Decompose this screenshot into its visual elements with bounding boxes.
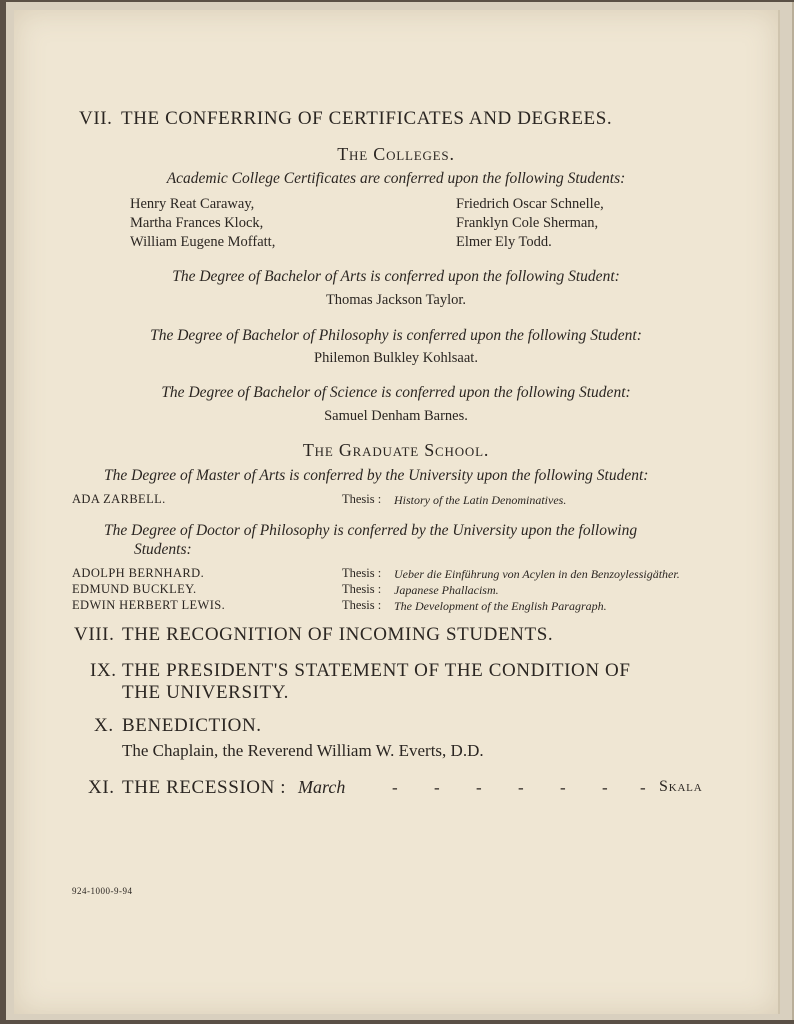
recession-piece: March <box>298 777 346 797</box>
section-viii-title: THE RECOGNITION OF INCOMING STUDENTS. <box>122 624 554 645</box>
section-xi-numeral: XI. <box>88 777 115 798</box>
academic-certificates-intro: Academic College Certificates are conferred upon the following Students: <box>166 170 626 187</box>
leader-dash: - <box>560 778 566 797</box>
student-name: Franklyn Cole Sherman, <box>456 215 599 231</box>
leader-dash: - <box>602 778 608 797</box>
bachelor-science-recipient: Samuel Denham Barnes. <box>324 408 468 424</box>
leader-dash: - <box>434 778 440 797</box>
phd-recipient-name: EDMUND BUCKLEY. <box>72 582 197 596</box>
bachelor-arts-intro: The Degree of Bachelor of Arts is conferred upon the following Student: <box>172 268 620 285</box>
section-vii-title: THE CONFERRING OF CERTIFICATES AND DEGREES. <box>121 108 613 129</box>
leader-dash: - <box>476 778 482 797</box>
recession-composer: Skala <box>659 778 703 795</box>
section-xi-title: THE RECESSION : <box>122 777 287 798</box>
thesis-label: Thesis : <box>342 598 382 612</box>
thesis-title: Japanese Phallacism. <box>394 583 499 597</box>
student-name: William Eugene Moffatt, <box>130 234 276 250</box>
thesis-title: The Development of the English Paragraph. <box>394 599 607 613</box>
ma-recipient-name: ADA ZARBELL. <box>72 492 166 506</box>
program-page <box>14 10 778 1014</box>
bachelor-philosophy-recipient: Philemon Bulkley Kohlsaat. <box>314 350 478 366</box>
student-name: Henry Reat Caraway, <box>130 196 255 212</box>
section-ix-title: THE PRESIDENT'S STATEMENT OF THE CONDITION OF <box>122 660 631 681</box>
student-name: Friedrich Oscar Schnelle, <box>456 196 604 212</box>
doctor-philosophy-intro-cont: Students: <box>134 541 192 558</box>
section-vii-numeral: VII. <box>79 108 113 129</box>
phd-recipient-name: EDWIN HERBERT LEWIS. <box>72 598 226 612</box>
thesis-title: Ueber die Einführung von Acylen in den Benzoylessigäther. <box>394 567 680 581</box>
bachelor-philosophy-intro: The Degree of Bachelor of Philosophy is conferred upon the following Student: <box>150 327 642 344</box>
phd-recipient-name: ADOLPH BERNHARD. <box>72 566 205 580</box>
section-ix-title-cont: THE UNIVERSITY. <box>122 682 289 703</box>
master-arts-intro: The Degree of Master of Arts is conferred by the University upon the following Student: <box>104 467 649 484</box>
doctor-philosophy-intro: The Degree of Doctor of Philosophy is conferred by the University upon the following <box>104 522 638 539</box>
leader-dash: - <box>518 778 524 797</box>
graduate-school-heading: The Graduate School. <box>302 440 490 460</box>
bachelor-science-intro: The Degree of Bachelor of Science is conferred upon the following Student: <box>161 384 631 401</box>
print-code: 924-1000-9-94 <box>72 886 133 896</box>
benediction-officiant: The Chaplain, the Reverend William W. Everts, D.D. <box>122 741 484 760</box>
thesis-label: Thesis : <box>342 566 382 580</box>
leader-dash: - <box>392 778 398 797</box>
thesis-label: Thesis : <box>342 582 382 596</box>
colleges-heading: The Colleges. <box>337 144 455 164</box>
section-x-title: BENEDICTION. <box>122 715 262 736</box>
thesis-label: Thesis : <box>342 492 382 506</box>
thesis-title: History of the Latin Denominatives. <box>394 493 567 507</box>
section-viii-numeral: VIII. <box>74 624 115 645</box>
student-name: Martha Frances Klock, <box>130 215 264 231</box>
student-name: Elmer Ely Todd. <box>456 234 552 250</box>
section-x-numeral: X. <box>94 715 114 736</box>
section-ix-numeral: IX. <box>90 660 117 681</box>
bachelor-arts-recipient: Thomas Jackson Taylor. <box>325 292 467 308</box>
leader-dash: - <box>640 778 646 797</box>
